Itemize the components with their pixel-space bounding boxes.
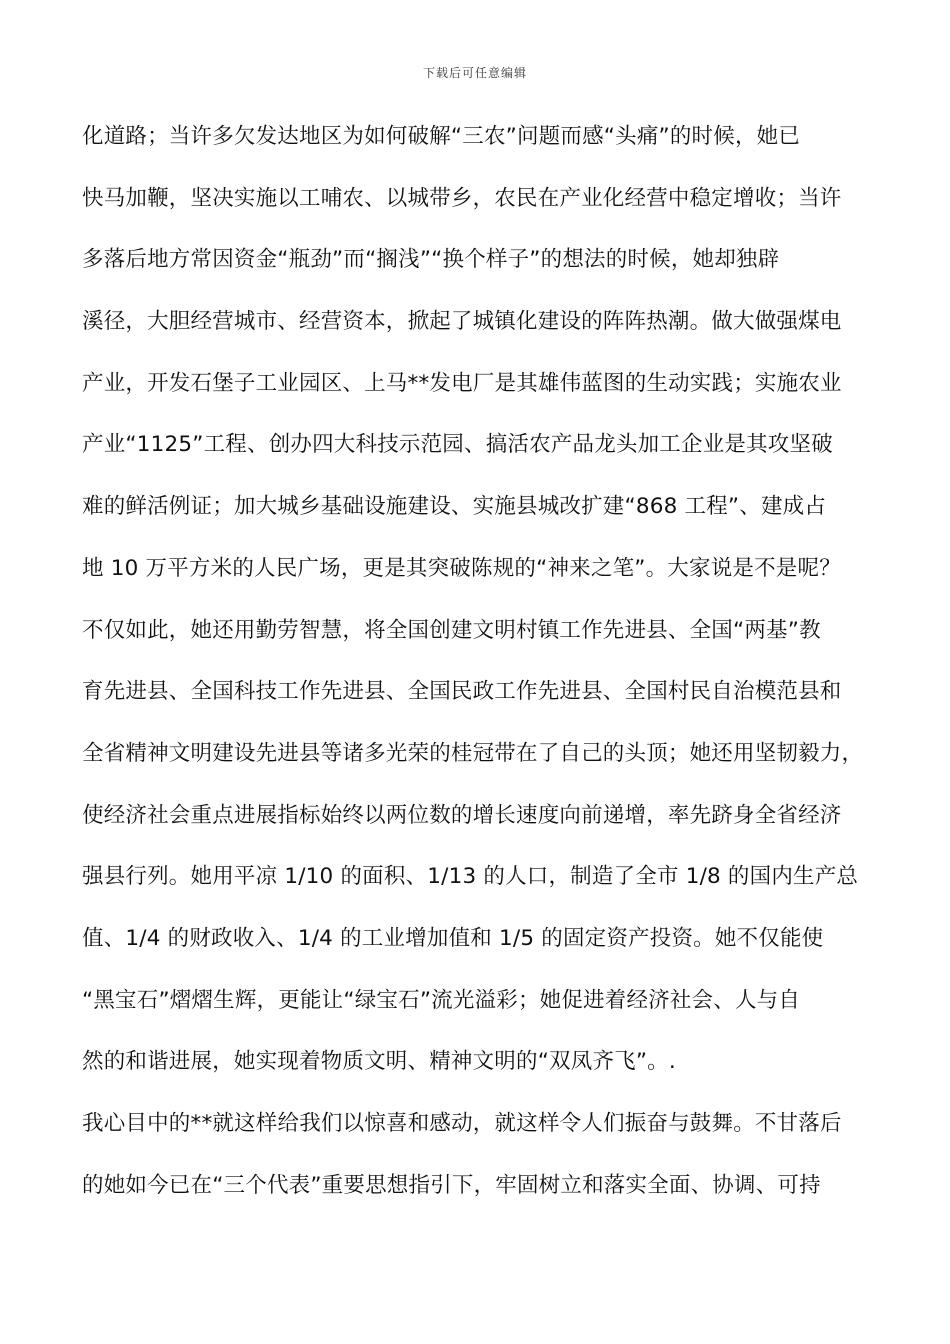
text-line: “黑宝石”熠熠生辉，更能让“绿宝石”流光溢彩；她促进着经济社会、人与自 <box>82 987 801 1013</box>
text-line: 然的和谐进展，她实现着物质文明、精神文明的“双凤齐飞”。. <box>82 1049 676 1075</box>
page-header: 下载后可任意编辑 <box>422 66 527 80</box>
text-line: 不仅如此，她还用勤劳智慧，将全国创建文明村镇工作先进县、全国“两基”教 <box>82 617 821 643</box>
text-line: 地 10 万平方米的人民广场，更是其突破陈规的“神来之笔”。大家说是不是呢？ <box>82 555 841 581</box>
text-line: 难的鲜活例证；加大城乡基础设施建设、实施县城改扩建“868 工程”、建成占 <box>82 494 827 520</box>
text-line: 多落后地方常因资金“瓶劲”而“搁浅”“换个样子”的想法的时候，她却独辟 <box>82 247 780 273</box>
text-line: 我心目中的**就这样给我们以惊喜和感动，就这样令人们振奋与鼓舞。不甘落后 <box>82 1111 842 1136</box>
text-line: 的她如今已在“三个代表”重要思想指引下，牢固树立和落实全面、协调、可持 <box>82 1172 821 1198</box>
text-line: 值、1/4 的财政收入、1/4 的工业增加值和 1/5 的固定资产投资。她不仅能使 <box>82 925 824 951</box>
text-line: 产业“1125”工程、创办四大科技示范园、搞活农产品龙头加工企业是其攻坚破 <box>82 432 833 458</box>
text-line: 化道路；当许多欠发达地区为如何破解“三农”问题而感“头痛”的时候，她已 <box>82 124 801 149</box>
text-line: 快马加鞭，坚决实施以工哺农、以城带乡，农民在产业化经营中稳定增收；当许 <box>82 185 842 211</box>
text-line: 育先进县、全国科技工作先进县、全国民政工作先进县、全国村民自治模范县和 <box>82 679 842 705</box>
text-line: 全省精神文明建设先进县等诸多光荣的桂冠带在了自己的头顶；她还用坚韧毅力， <box>82 740 864 766</box>
text-line: 溪径，大胆经营城市、经营资本，掀起了城镇化建设的阵阵热潮。做大做强煤电 <box>82 309 842 335</box>
text-line: 产业，开发石堡子工业园区、上马**发电厂是其雄伟蓝图的生动实践；实施农业 <box>82 370 842 396</box>
body-text <box>82 117 882 1227</box>
text-line: 强县行列。她用平凉 1/10 的面积、1/13 的人口，制造了全市 1/8 的国内生产总 <box>82 864 859 890</box>
text-line: 使经济社会重点进展指标始终以两位数的增长速度向前递增，率先跻身全省经济 <box>82 802 842 828</box>
